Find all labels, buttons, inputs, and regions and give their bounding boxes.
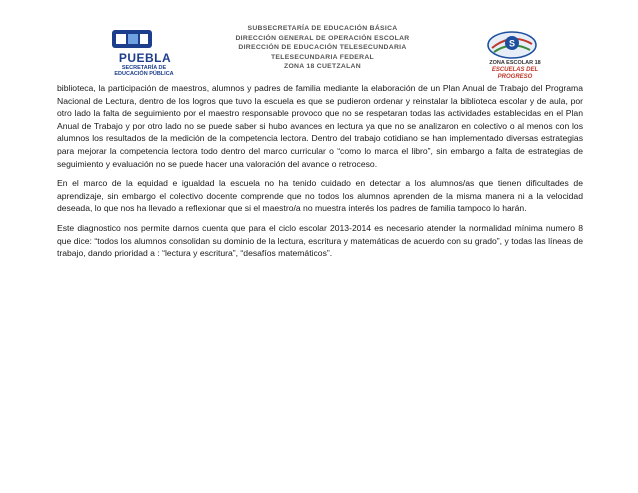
- institution-titles: [200, 24, 445, 72]
- title-line: DIRECCIÓN GENERAL DE OPERACIÓN ESCOLAR: [235, 34, 410, 42]
- title-line: DIRECCIÓN DE EDUCACIÓN TELESECUNDARIA: [238, 44, 407, 52]
- title-line: TELESECUNDARIA FEDERAL: [270, 53, 375, 61]
- puebla-brand: PUEBLA: [118, 51, 172, 65]
- puebla-emblem-icon: [110, 26, 154, 52]
- zona-escolar-logo: [476, 30, 552, 82]
- zona-slogan: ESCUELAS DEL PROGRESO: [491, 67, 539, 80]
- paragraph: Este diagnostico nos permite darnos cuenta que para el ciclo escolar 2013-2014 es necesario atender la normalidad mínima numero 8 que dice: “todos los alumnos consolidan su dominio de la lectura, escritura y matemáticas de acuerdo con su grado”, y todas las líneas de trabajo, dando prioridad a : “lectura y escritura”, “desafíos matemáticos”.: [57, 222, 583, 259]
- paragraph: biblioteca, la participación de maestros, alumnos y padres de familia mediante la elaboración de un Plan Anual de Trabajo del Programa Nacional de Lectura, dentro de los logros que tuvo la escuela es que se pudieron ordenar y reinstalar la biblioteca escolar y de aula, por otro lado la falta de seguimiento por el maestro responsable provoco que no se respetaran todas las actividades establecidas en el Plan Anual de Trabajo y por otro lado no se puede saber si hubo avances en lectura ya que no se analizaron en colectivo o al menos con los alumnos los resultados de la medición de la competencia lectora. Dentro del trabajo cotidiano se han implementado diversas estrategias para mejorar la competencia lectora todo dentro del marco curricular o “como lo marca el libro”, sin embargo a falta de estrategias de seguimiento y evaluación no se puede hacer una valoración del avance o retroceso.: [57, 83, 583, 169]
- zona-label: ZONA ESCOLAR 18: [489, 60, 541, 66]
- svg-text:S: S: [508, 38, 516, 49]
- paragraph: En el marco de la equidad e igualdad la escuela no ha tenido cuidado en detectar a los alumnos/as que tienen dificultades de aprendizaje, sin embargo el colectivo docente comprende que no todos los alumnos aprenden de la misma manera ni a la velocidad deseada, lo que nos ha llevado a reflexionar que si el maestro/a no muestra interés los padres de familia tampoco lo harán.: [57, 178, 583, 214]
- puebla-subtitle: SECRETARÍA DE EDUCACIÓN PÚBLICA: [114, 65, 174, 77]
- document-header: [0, 0, 638, 84]
- title-line: ZONA 18 CUETZALAN: [284, 63, 361, 71]
- zona-18-emblem-icon: [486, 30, 538, 60]
- document-body: [57, 82, 583, 267]
- puebla-logo: [98, 26, 190, 82]
- title-line: SUBSECRETARÍA DE EDUCACIÓN BÁSICA: [247, 25, 398, 32]
